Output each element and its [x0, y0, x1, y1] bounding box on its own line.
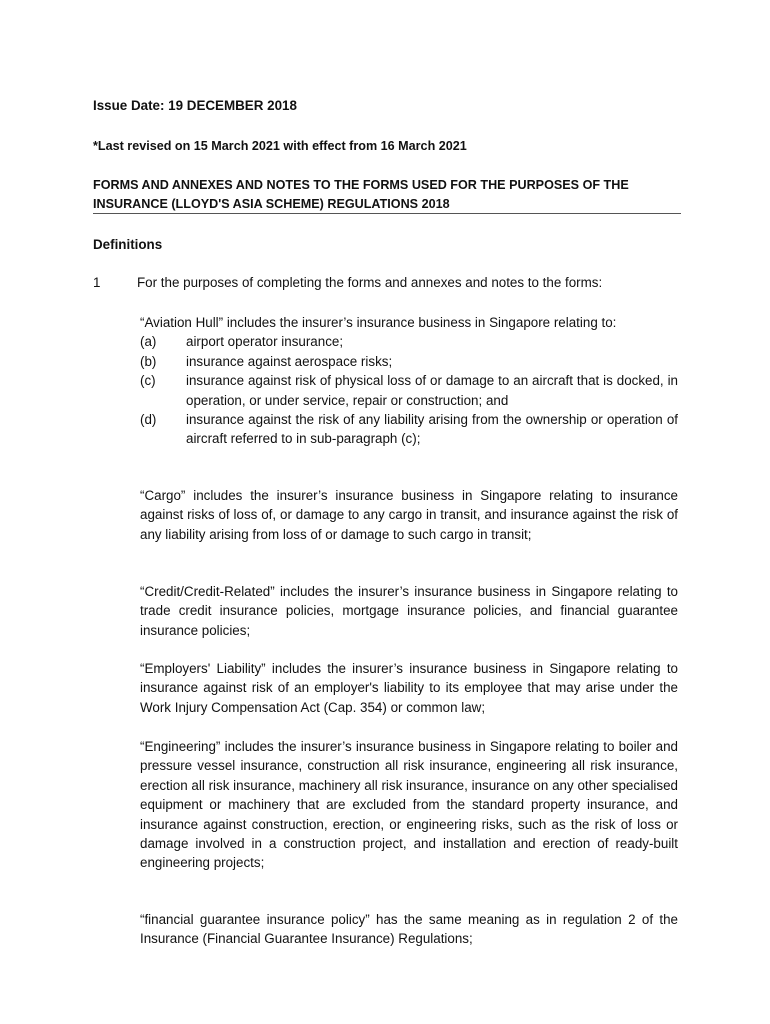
- definition-cargo: “Cargo” includes the insurer’s insurance business in Singapore relating to insurance against risks of loss of, or damage to any cargo in transit, and insurance against the risk of any liability arising from loss of or damage to such cargo in transit;: [140, 488, 678, 542]
- definition-text: “Aviation Hull” includes the insurer’s insurance business in Singapore relating to:: [140, 315, 617, 330]
- definition-financial-guarantee: “financial guarantee insurance policy” has the same meaning as in regulation 2 of the Insurance (Financial Guarantee Insurance) Regulations;: [140, 912, 678, 947]
- paragraph-number: 1: [93, 275, 101, 290]
- sub-item-text: airport operator insurance;: [186, 334, 344, 350]
- sub-item-label: (b): [140, 353, 157, 369]
- definition-engineering: “Engineering” includes the insurer’s insurance business in Singapore relating to boiler and pressure vessel insurance, construction all risk insurance, engineering all risk insurance, erection all risk insurance, machinery all risk insurance, insurance on any other specialised equipment or machinery that are excluded from the standard property insurance, and insurance against construction, erection, or engineering risks, such as the risk of loss or damage involved in a construction project, and installation and erection of ready-built engineering projects;: [140, 739, 678, 871]
- sub-item-d: [140, 410, 678, 449]
- sub-item-label: (d): [140, 412, 157, 428]
- revision-note: *Last revised on 15 March 2021 with effect from 16 March 2021: [93, 139, 467, 153]
- sub-item-a: [140, 332, 678, 351]
- title-line-2: INSURANCE (LLOYD'S ASIA SCHEME) REGULATIONS 2018: [93, 197, 450, 211]
- paragraph-intro: For the purposes of completing the forms and annexes and notes to the forms:: [137, 275, 603, 290]
- sub-item-b: [140, 352, 678, 371]
- document-title: [93, 176, 681, 214]
- sub-item-text: insurance against the risk of any liability arising from the ownership or operation of aircraft referred to in sub-paragraph (c);: [186, 412, 678, 447]
- definition-aviation-hull: [140, 313, 678, 449]
- title-underline: [93, 213, 681, 214]
- title-line-1: FORMS AND ANNEXES AND NOTES TO THE FORMS USED FOR THE PURPOSES OF THE: [93, 178, 629, 192]
- sub-item-label: (a): [140, 334, 157, 350]
- sub-item-text: insurance against aerospace risks;: [186, 353, 393, 369]
- definition-employers-liability: “Employers' Liability” includes the insurer’s insurance business in Singapore relating to insurance against risk of an employer's liability to its employee that may arise under the Work Injury Compensation Act (Cap. 354) or common law;: [140, 661, 678, 715]
- definition-credit: “Credit/Credit-Related” includes the insurer’s insurance business in Singapore relating to trade credit insurance policies, mortgage insurance policies, and financial guarantee insurance policies;: [140, 584, 678, 638]
- sub-item-text: insurance against risk of physical loss of or damage to an aircraft that is docked, in operation, or under service, repair or construction; and: [186, 373, 678, 408]
- issue-date: Issue Date: 19 DECEMBER 2018: [93, 98, 297, 113]
- section-heading: Definitions: [93, 237, 163, 252]
- sub-item-label: (c): [140, 373, 156, 389]
- sub-item-c: [140, 371, 678, 410]
